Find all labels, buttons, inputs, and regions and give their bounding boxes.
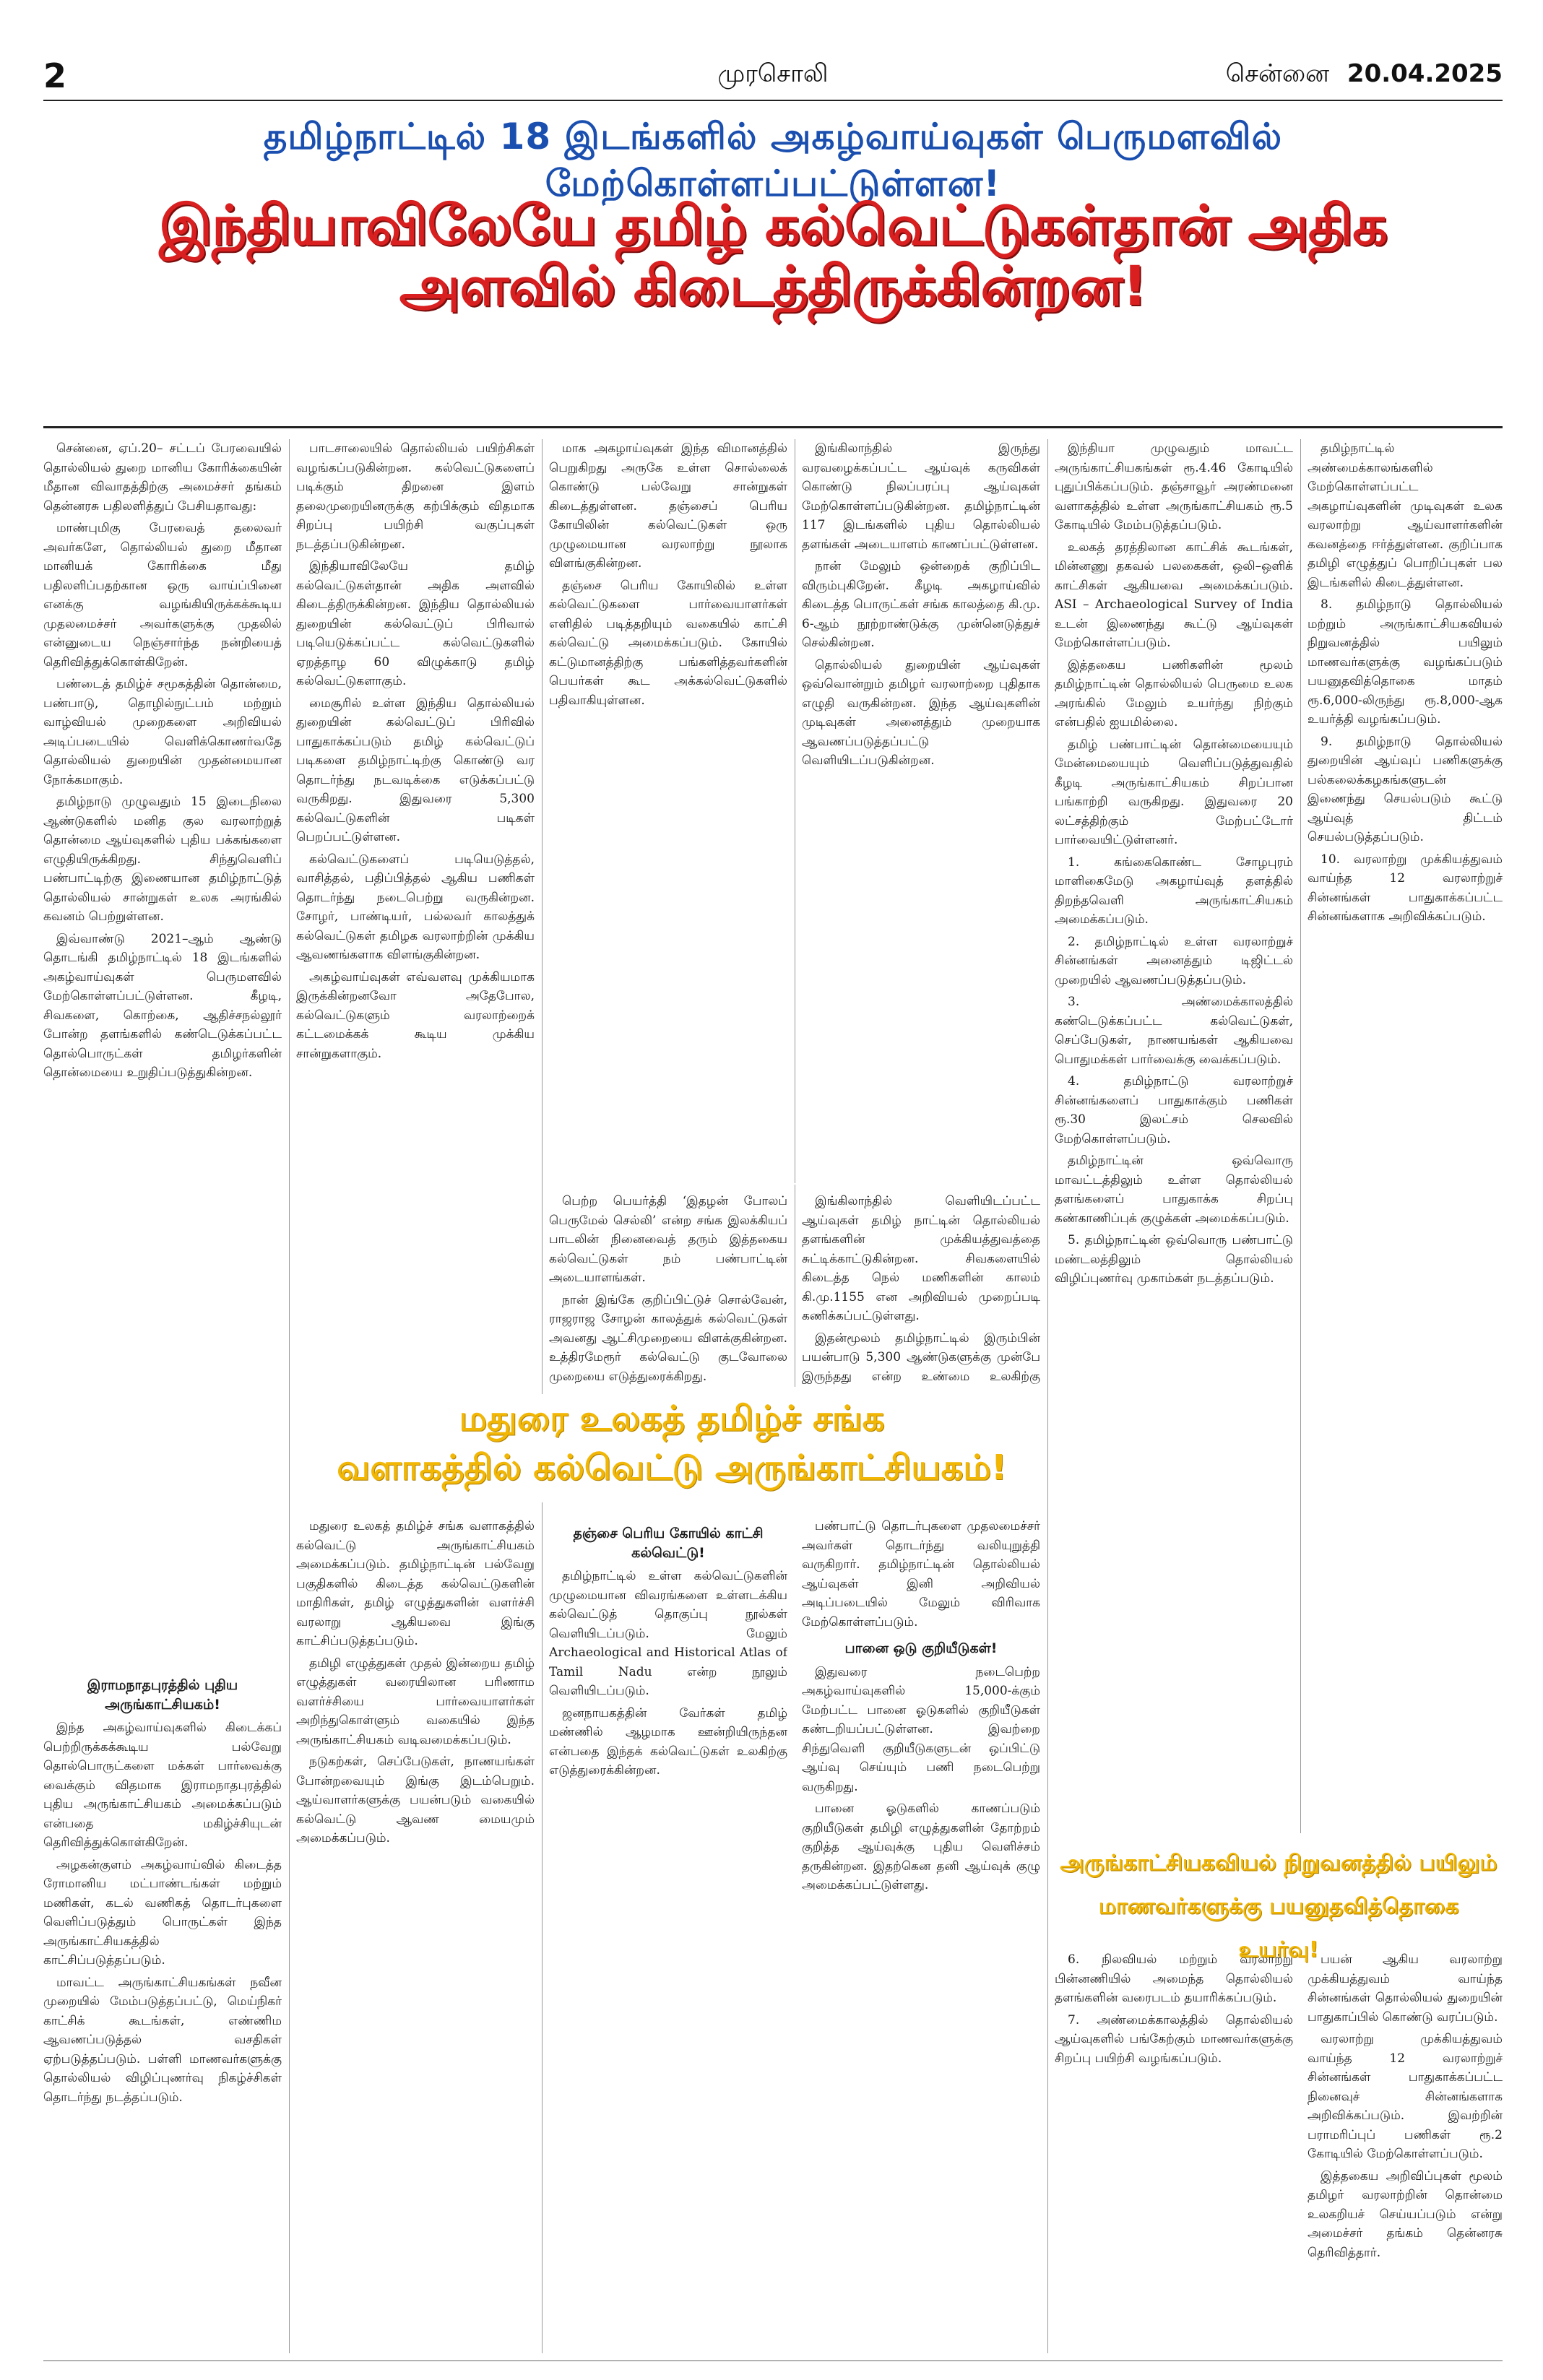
paragraph: பானை ஓடுகளில் காணப்படும் குறியீடுகள் தமிழி எழுத்துகளின் தோற்றம் குறித்த ஆய்வுக்கு புதிய வெளிச்சம் தருகின்றன. இதற்கென தனி ஆய்வுக் குழு அமைக்கப்பட்டுள்ளது. [802, 1801, 1040, 1892]
column-divider [289, 439, 290, 2353]
paragraph: நான் இங்கே குறிப்பிட்டுச் சொல்வேன், ராஜராஜ சோழன் காலத்துக் கல்வெட்டுகள் அவனது ஆட்சிமுறையை விளக்குகின்றன. உத்திரமேரூர் கல்வெட்டு குடவோலை முறையை எடுத்துரைக்கிறது. [549, 1292, 787, 1384]
column-divider [1047, 439, 1048, 2353]
paragraph: தஞ்சை பெரிய கோயிலில் உள்ள கல்வெட்டுகளை பார்வையாளர்கள் எளிதில் படித்தறியும் வகையில் காட்சி கல்வெட்டு அமைக்கப்படும். கோயில் கட்டுமானத்திற்கு பங்களித்தவர்களின் பெயர்கள் கூட அக்கல்வெட்டுகளில் பதிவாகியுள்ளன. [549, 578, 787, 708]
article-column-1 [43, 439, 282, 1667]
paragraph: இந்தியாவிலேயே தமிழ் கல்வெட்டுகள்தான் அதிக அளவில் கிடைத்திருக்கின்றன. இந்திய தொல்லியல் துறையின் கல்வெட்டுப் பிரிவால் படியெடுக்கப்பட்ட கல்வெட்டுகளில் ஏறத்தாழ 60 விழுக்காடு தமிழ் கல்வெட்டுகளாகும். [296, 559, 535, 688]
article-column-5 [802, 439, 1040, 1176]
paragraph: தமிழி எழுத்துகள் முதல் இன்றைய தமிழ் எழுத்துகள் வரையிலான பரிணாம வளர்ச்சியை பார்வையாளர்கள் அறிந்துகொள்ளும் வகையில் இந்த அருங்காட்சியகம் வடிவமைக்கப்படும். [296, 1656, 535, 1747]
paragraph: தமிழ்நாட்டில் உள்ள கல்வெட்டுகளின் முழுமையான விவரங்களை உள்ளடக்கிய கல்வெட்டுத் தொகுப்பு நூல்கள் வெளியிடப்படும். மேலும் Archaeological and Historical Atlas of Tamil Nadu என்ற நூலும் வெளியிடப்படும். [549, 1569, 787, 1698]
article-column-1b [43, 1669, 282, 2355]
article-column-3-upper [549, 439, 787, 1176]
paragraph: 6. நிலவியல் மற்றும் வரலாற்று பின்னணியில் அமைந்த தொல்லியல் தளங்களின் வரைபடம் தயாரிக்கப்படும். [1055, 1952, 1293, 2005]
article-column-2-lower [296, 1517, 535, 2355]
paragraph: அழகன்குளம் அகழ்வாய்வில் கிடைத்த ரோமானிய மட்பாண்டங்கள் மற்றும் மணிகள், கடல் வணிகத் தொடர்புகளை வெளிப்படுத்தும் பொருட்கள் இந்த அருங்காட்சியகத்தில் காட்சிப்படுத்தப்படும். [43, 1857, 282, 1968]
article-column-3 [549, 1192, 787, 1387]
newspaper-name: முரசொலி [717, 59, 829, 88]
paragraph: மாவட்ட அருங்காட்சியகங்கள் நவீன முறையில் மேம்படுத்தப்பட்டு, மெய்நிகர் காட்சிக் கூடங்கள், எண்ணிம ஆவணப்படுத்தல் வசதிகள் ஏற்படுத்தப்படும். பள்ளி மாணவர்களுக்கு தொல்லியல் விழிப்புணர்வு நிகழ்ச்சிகள் தொடர்ந்து நடத்தப்படும். [43, 1975, 282, 2105]
paragraph: பண்டைத் தமிழ்ச் சமூகத்தின் தொன்மை, பண்பாடு, தொழில்நுட்பம் மற்றும் வாழ்வியல் முறைகளை அறிவியல் அடிப்படையில் வெளிக்கொணர்வதே தொல்லியல் துறையின் முதன்மையான நோக்கமாகும். [43, 677, 282, 787]
paragraph: பயன் ஆகிய வரலாற்று முக்கியத்துவம் வாய்ந்த சின்னங்கள் தொல்லியல் துறையின் பாதுகாப்பில் கொண்டு வரப்படும். [1308, 1952, 1503, 2025]
article-column-3-lower [549, 1517, 787, 2355]
paragraph: மாண்புமிகு பேரவைத் தலைவர் அவர்களே, தொல்லியல் துறை மீதான மானியக் கோரிக்கை மீது பதிலளிப்பதற்கான ஒரு வாய்ப்பினை எனக்கு வழங்கியிருக்கக்கூடிய முதலமைச்சர் அவர்களுக்கு முதலில் என்னுடைய நெஞ்சார்ந்த நன்றியைத் தெரிவித்துக்கொள்கிறேன். [43, 521, 282, 670]
paragraph: 2. தமிழ்நாட்டில் உள்ள வரலாற்றுச் சின்னங்கள் அனைத்தும் டிஜிட்டல் முறையில் ஆவணப்படுத்தப்படும். [1055, 934, 1293, 987]
paragraph: நான் மேலும் ஒன்றைக் குறிப்பிட விரும்புகிறேன். கீழடி அகழாய்வில் கிடைத்த பொருட்கள் சங்க காலத்தை கி.மு. 6-ஆம் நூற்றாண்டுக்கு முன்னெடுத்துச் செல்கின்றன. [802, 559, 1040, 650]
paragraph: நடுகற்கள், செப்பேடுகள், நாணயங்கள் போன்றவையும் இங்கு இடம்பெறும். ஆய்வாளர்களுக்கு பயன்படும் வகையில் கல்வெட்டு ஆவண மையமும் அமைக்கப்படும். [296, 1754, 535, 1845]
paragraph: இதன்மூலம் தமிழ்நாட்டில் இரும்பின் பயன்பாடு 5,300 ஆண்டுகளுக்கு முன்பே இருந்தது என்ற உண்மை உலகிற்கு [802, 1330, 1040, 1384]
paragraph: கல்வெட்டுகளைப் படியெடுத்தல், வாசித்தல், பதிப்பித்தல் ஆகிய பணிகள் தொடர்ந்து நடைபெற்று வருகின்றன. சோழர், பாண்டியர், பல்லவர் காலத்துக் கல்வெட்டுகள் தமிழக வரலாற்றின் முக்கிய ஆவணங்களாக விளங்குகின்றன. [296, 852, 535, 962]
paragraph: பண்பாட்டு தொடர்புகளை முதலமைச்சர் அவர்கள் தொடர்ந்து வலியுறுத்தி வருகிறார். தமிழ்நாட்டின் தொல்லியல் ஆய்வுகள் இனி அறிவியல் அடிப்படையில் மேலும் விரிவாக மேற்கொள்ளப்படும். [802, 1519, 1040, 1630]
paragraph: 7. அண்மைக்காலத்தில் தொல்லியல் ஆய்வுகளில் பங்கேற்கும் மாணவர்களுக்கு சிறப்பு பயிற்சி வழங்கப்படும். [1055, 2012, 1293, 2066]
paragraph: மதுரை உலகத் தமிழ்ச் சங்க வளாகத்தில் கல்வெட்டு அருங்காட்சியகம் அமைக்கப்படும். தமிழ்நாட்டின் பல்வேறு பகுதிகளில் கிடைத்த கல்வெட்டுகளின் மாதிரிகள், தமிழ் எழுத்துகளின் வளர்ச்சி வரலாறு ஆகியவை இங்கு காட்சிப்படுத்தப்படும். [296, 1519, 535, 1648]
paragraph: 3. அண்மைக்காலத்தில் கண்டெடுக்கப்பட்ட கல்வெட்டுகள், செப்பேடுகள், நாணயங்கள் ஆகியவை பொதுமக்கள் பார்வைக்கு வைக்கப்படும். [1055, 995, 1293, 1067]
article-column-7-lower [1308, 1950, 1503, 2355]
article-column-4 [802, 1192, 1040, 1387]
paragraph: தமிழ்நாட்டில் அண்மைக்காலங்களில் மேற்கொள்ளப்பட்ட அகழாய்வுகளின் முடிவுகள் உலக வரலாற்று ஆய்வாளர்களின் கவனத்தை ஈர்த்துள்ளன. குறிப்பாக தமிழி எழுத்துப் பொறிப்புகள் பல இடங்களில் கிடைத்துள்ளன. [1308, 441, 1503, 590]
paragraph: தமிழ்நாட்டின் ஒவ்வொரு மாவட்டத்திலும் உள்ள தொல்லியல் தளங்களைப் பாதுகாக்க சிறப்பு கண்காணிப்புக் குழுக்கள் அமைக்கப்படும். [1055, 1154, 1293, 1226]
paragraph: மைசூரில் உள்ள இந்திய தொல்லியல் துறையின் கல்வெட்டுப் பிரிவில் பாதுகாக்கப்படும் தமிழ் கல்வெட்டுப் படிகளை தமிழ்நாட்டிற்கு கொண்டு வர தொடர்ந்து நடவடிக்கை எடுக்கப்பட்டு வருகிறது. இதுவரை 5,300 கல்வெட்டுகளின் படிகள் பெறப்பட்டுள்ளன. [296, 696, 535, 844]
subheading-line-2: மாணவர்களுக்கு பயனுதவித்தொகை உயர்வு! [1098, 1894, 1459, 1963]
paragraph: பெற்ற பெயர்த்தி ‘இதழன் போலப் பெருமேல் செல்லி’ என்ற சங்க இலக்கியப் பாடலின் நினைவைத் தரும் இத்தகைய கல்வெட்டுகள் நம் பண்பாட்டின் அடையாளங்கள். [549, 1194, 787, 1285]
paragraph: பாடசாலையில் தொல்லியல் பயிற்சிகள் வழங்கப்படுகின்றன. கல்வெட்டுகளைப் படிக்கும் திறனை இளம் தலைமுறையினருக்கு கற்பிக்கும் விதமாக சிறப்பு பயிற்சி வகுப்புகள் நடத்தப்படுகின்றன. [296, 441, 535, 552]
article-column-7 [1308, 439, 1503, 1833]
masthead [43, 56, 1503, 101]
subheading-box-scholarship [1055, 1842, 1503, 1963]
paragraph: உலகத் தரத்திலான காட்சிக் கூடங்கள், மின்னணு தகவல் பலகைகள், ஒலி–ஒளிக் காட்சிகள் ஆகியவை அமைக்கப்படும். ASI – Archaeological Survey of India உடன் இணைந்து கூட்டு ஆய்வுகள் மேற்கொள்ளப்படும். [1055, 540, 1293, 650]
paragraph: இதுவரை நடைபெற்ற அகழ்வாய்வுகளில் 15,000-க்கும் மேற்பட்ட பானை ஓடுகளில் குறியீடுகள் கண்டறியப்பட்டுள்ளன. இவற்றை சிந்துவெளி குறியீடுகளுடன் ஒப்பிட்டு ஆய்வு செய்யும் பணி நடைபெற்று வருகிறது. [802, 1664, 1040, 1794]
paragraph: இத்தகைய பணிகளின் மூலம் தமிழ்நாட்டின் தொல்லியல் பெருமை உலக அரங்கில் மேலும் உயர்ந்து நிற்கும் என்பதில் ஐயமில்லை. [1055, 657, 1293, 730]
footer-rule [43, 2360, 1503, 2361]
page-number: 2 [43, 56, 67, 95]
paragraph: 4. தமிழ்நாட்டு வரலாற்றுச் சின்னங்களைப் பாதுகாக்கும் பணிகள் ரூ.30 இலட்சம் செலவில் மேற்கொள்ளப்படும். [1055, 1074, 1293, 1146]
paragraph: தொல்லியல் துறையின் ஆய்வுகள் ஒவ்வொன்றும் தமிழர் வரலாற்றை புதிதாக எழுதி வருகின்றன. இந்த ஆய்வுகளின் முடிவுகள் அனைத்தும் முறையாக ஆவணப்படுத்தப்பட்டு வெளியிடப்படுகின்றன. [802, 657, 1040, 768]
paragraph: 10. வரலாற்று முக்கியத்துவம் வாய்ந்த 12 வரலாற்றுச் சின்னங்கள் பாதுகாக்கப்பட்ட சின்னங்களாக அறிவிக்கப்படும். [1308, 852, 1503, 924]
paragraph: அகழ்வாய்வுகள் எவ்வளவு முக்கியமாக இருக்கின்றனவோ அதேபோல, கல்வெட்டுகளும் வரலாற்றைக் கட்டமைக்கக் கூடிய முக்கிய சான்றுகளாகும். [296, 969, 535, 1061]
paragraph: 1. கங்கைகொண்ட சோழபுரம் மாளிகைமேடு அகழாய்வுத் தளத்தில் திறந்தவெளி அருங்காட்சியகம் அமைக்கப்படும். [1055, 854, 1293, 927]
kicker-headline: தமிழ்நாட்டில் 18 இடங்களில் அகழ்வாய்வுகள் பெருமளவில் மேற்கொள்ளப்பட்டுள்ளன! [263, 116, 1283, 204]
paragraph: சென்னை, ஏப்.20– சட்டப் பேரவையில் தொல்லியல் துறை மானிய கோரிக்கையின் மீதான விவாதத்திற்கு அமைச்சர் தங்கம் தென்னரசு பதிலளித்துப் பேசியதாவது: [43, 441, 282, 514]
paragraph: இவ்வாண்டு 2021–ஆம் ஆண்டு தொடங்கி தமிழ்நாட்டில் 18 இடங்களில் அகழ்வாய்வுகள் பெருமளவில் மேற்கொள்ளப்பட்டுள்ளன. கீழடி, சிவகளை, கொற்கை, ஆதிச்சநல்லூர் போன்ற தளங்களில் கண்டெடுக்கப்பட்ட தொல்பொருட்கள் தமிழர்களின் தொன்மையை உறுதிப்படுத்துகின்றன. [43, 931, 282, 1080]
paragraph: இந்த அகழ்வாய்வுகளில் கிடைக்கப் பெற்றிருக்கக்கூடிய பல்வேறு தொல்பொருட்களை மக்கள் பார்வைக்கு வைக்கும் விதமாக இராமநாதபுரத்தில் புதிய அருங்காட்சியகம் அமைக்கப்படும் என்பதை மகிழ்ச்சியுடன் தெரிவித்துக்கொள்கிறேன். [43, 1721, 282, 1850]
paragraph: மாக அகழாய்வுகள் இந்த விமானத்தில் பெறுகிறது அருகே உள்ள சொல்லைக் கொண்டு பல்வேறு சான்றுகள் கிடைத்துள்ளன. தஞ்சைப் பெரிய கோயிலின் கல்வெட்டுகள் ஒரு முழுமையான வரலாற்று நூலாக விளங்குகின்றன. [549, 441, 787, 571]
dateline [1226, 59, 1503, 91]
section-heading: இராமநாதபுரத்தில் புதிய அருங்காட்சியகம்! [87, 1677, 238, 1713]
subheading-line-1: அருங்காட்சியகவியல் நிறுவனத்தில் பயிலும் [1060, 1851, 1497, 1876]
paragraph: இத்தகைய அறிவிப்புகள் மூலம் தமிழர் வரலாற்றின் தொன்மை உலகறியச் செய்யப்படும் என்று அமைச்சர் தங்கம் தென்னரசு தெரிவித்தார். [1308, 2168, 1503, 2260]
main-headline: இந்தியாவிலேயே தமிழ் கல்வெட்டுகள்தான் அதிக அளவில் கிடைத்திருக்கின்றன! [159, 193, 1387, 318]
paragraph: வரலாற்று முக்கியத்துவம் வாய்ந்த 12 வரலாற்றுச் சின்னங்கள் பாதுகாக்கப்பட்ட நினைவுச் சின்னங்களாக அறிவிக்கப்படும். இவற்றின் பராமரிப்புப் பணிகள் ரூ.2 கோடியில் மேற்கொள்ளப்படும். [1308, 2032, 1503, 2161]
paragraph: தமிழ்நாடு முழுவதும் 15 இடைநிலை ஆண்டுகளில் மனித குல வரலாற்றுத் தொன்மை ஆய்வுகளில் புதிய பக்கங்களை எழுதியிருக்கிறது. சிந்துவெளிப் பண்பாட்டிற்கு இணையான தமிழ்நாட்டுத் தொல்லியல் சான்றுகள் உலக அரங்கில் கவனம் பெற்றுள்ளன. [43, 795, 282, 924]
dateline-date: 20.04.2025 [1347, 59, 1503, 88]
paragraph: இங்கிலாந்தில் வெளியிடப்பட்ட ஆய்வுகள் தமிழ் நாட்டின் தொல்லியல் தளங்களின் முக்கியத்துவத்தை சுட்டிக்காட்டுகின்றன. சிவகளையில் கிடைத்த நெல் மணிகளின் காலம் கி.மு.1155 என அறிவியல் முறைப்படி கணிக்கப்பட்டுள்ளது. [802, 1194, 1040, 1323]
subheading-box-museum [303, 1394, 1040, 1502]
article-column-6-lower [1055, 1950, 1293, 2355]
paragraph: இங்கிலாந்தில் இருந்து வரவழைக்கப்பட்ட ஆய்வுக் கருவிகள் கொண்டு நிலப்பரப்பு ஆய்வுகள் மேற்கொள்ளப்படுகின்றன. தமிழ்நாட்டின் 117 இடங்களில் புதிய தொல்லியல் தளங்கள் அடையாளம் காணப்பட்டுள்ளன. [802, 441, 1040, 552]
subheading-line-1: மதுரை உலகத் தமிழ்ச் சங்க [459, 1398, 885, 1439]
paragraph: 8. தமிழ்நாடு தொல்லியல் மற்றும் அருங்காட்சியகவியல் நிறுவனத்தில் பயிலும் மாணவர்களுக்கு வழங்கப்படும் பயனுதவித்தொகை மாதம் ரூ.6,000-லிருந்து ரூ.8,000-ஆக உயர்த்தி வழங்கப்படும். [1308, 597, 1503, 727]
paragraph: ஜனநாயகத்தின் வேர்கள் தமிழ் மண்ணில் ஆழமாக ஊன்றியிருந்தன என்பதை இந்தக் கல்வெட்டுகள் உலகிற்கு எடுத்துரைக்கின்றன. [549, 1705, 787, 1778]
section-heading: பானை ஒடு குறியீடுகள்! [844, 1640, 998, 1656]
paragraph: தமிழ் பண்பாட்டின் தொன்மையையும் மேன்மையையும் வெளிப்படுத்துவதில் கீழடி அருங்காட்சியகம் சிறப்பான பங்காற்றி வருகிறது. இதுவரை 20 லட்சத்திற்கும் மேற்பட்டோர் பார்வையிட்டுள்ளனர். [1055, 737, 1293, 847]
article-column-5b [1055, 439, 1293, 1833]
section-heading: தஞ்சை பெரிய கோயில் காட்சி கல்வெட்டு! [573, 1526, 764, 1561]
paragraph: 9. தமிழ்நாடு தொல்லியல் துறையின் ஆய்வுப் பணிகளுக்கு பல்கலைக்கழகங்களுடன் இணைந்து செயல்படும் கூட்டு ஆய்வுத் திட்டம் செயல்படுத்தப்படும். [1308, 734, 1503, 844]
article-column-2 [296, 439, 535, 1385]
paragraph: இந்தியா முழுவதும் மாவட்ட அருங்காட்சியகங்கள் ரூ.4.46 கோடியில் புதுப்பிக்கப்படும். தஞ்சாவூர் அரண்மனை வளாகத்தில் உள்ள அருங்காட்சியகம் ரூ.5 கோடியில் மேம்படுத்தப்படும். [1055, 441, 1293, 532]
column-divider [1300, 439, 1301, 1833]
dateline-city: சென்னை [1225, 59, 1330, 88]
subheading-line-2: வளாகத்தில் கல்வெட்டு அருங்காட்சியகம்! [337, 1448, 1007, 1488]
article-column-4-lower [802, 1517, 1040, 2355]
headline-divider [43, 426, 1503, 428]
paragraph: 5. தமிழ்நாட்டின் ஒவ்வொரு பண்பாட்டு மண்டலத்திலும் தொல்லியல் விழிப்புணர்வு முகாம்கள் நடத்தப்படும். [1055, 1233, 1293, 1286]
